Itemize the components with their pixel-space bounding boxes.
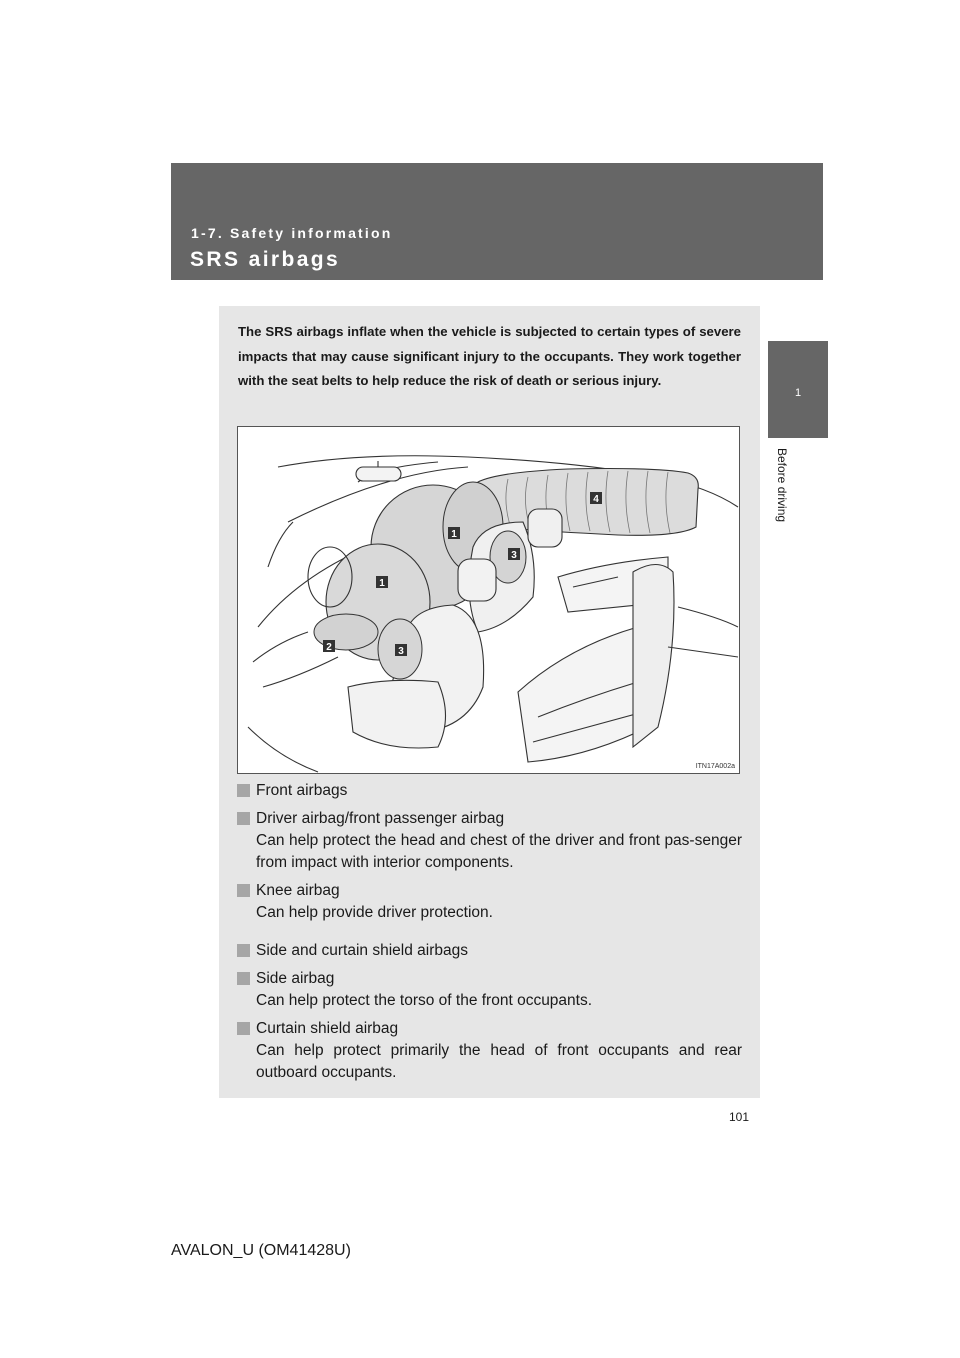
item-title: Side airbag — [256, 970, 335, 987]
section-label: 1-7. Safety information — [191, 225, 393, 241]
item-title: Front airbags — [256, 782, 348, 799]
item-description: Can help protect the torso of the front occupants. — [256, 992, 593, 1009]
figure-code: ITN17A002a — [695, 763, 735, 770]
bullet-square-icon — [237, 1022, 250, 1035]
item-title: Driver airbag/front passenger airbag — [256, 810, 505, 827]
chapter-tab — [768, 341, 828, 438]
item-description: Can help provide driver protection. — [256, 904, 493, 921]
callout-2 — [323, 640, 335, 653]
svg-text:3: 3 — [398, 646, 404, 657]
footer-manual-code: AVALON_U (OM41428U) — [171, 1242, 351, 1259]
item-description: Can help protect primarily the head of front occupants and rear outboard occupants. — [256, 1042, 742, 1081]
list-item — [237, 940, 742, 962]
bullet-square-icon — [237, 784, 250, 797]
chapter-tab-label: Before driving — [775, 448, 789, 523]
intro-paragraph: The SRS airbags inflate when the vehicle is subjected to certain types of severe impacts that may cause significant injury to the occupants. They work together with the seat belts to help reduce the risk of death or serious injury. — [238, 324, 741, 388]
item-title: Side and curtain shield airbags — [256, 942, 468, 959]
chapter-tab-number: 1 — [794, 387, 802, 399]
svg-text:4: 4 — [593, 494, 599, 505]
svg-text:1: 1 — [379, 578, 385, 589]
car-interior-drawing — [238, 427, 740, 774]
chapter-tab-label-box — [769, 448, 793, 548]
list-item — [237, 808, 742, 874]
bullet-square-icon — [237, 812, 250, 825]
item-title: Curtain shield airbag — [256, 1020, 399, 1037]
item-title: Knee airbag — [256, 882, 340, 899]
svg-text:3: 3 — [511, 550, 517, 561]
page-title: SRS airbags — [190, 248, 341, 271]
airbag-illustration — [237, 426, 740, 774]
svg-text:1: 1 — [451, 529, 457, 540]
list-item — [237, 780, 742, 802]
callout-4 — [590, 492, 602, 505]
callout-3a — [395, 644, 407, 657]
bullet-square-icon — [237, 972, 250, 985]
svg-text:2: 2 — [326, 642, 332, 653]
item-description: Can help protect the head and chest of the driver and front pas-senger from impact with interior components. — [256, 832, 742, 871]
bullet-square-icon — [237, 944, 250, 957]
page-number: 101 — [729, 1110, 750, 1124]
list-item — [237, 880, 742, 924]
bullet-square-icon — [237, 884, 250, 897]
list-item — [237, 1018, 742, 1084]
callout-1a — [448, 527, 460, 540]
callout-3b — [508, 548, 520, 561]
airbag-list — [237, 780, 742, 1084]
list-item — [237, 968, 742, 1012]
callout-1b — [376, 576, 388, 589]
